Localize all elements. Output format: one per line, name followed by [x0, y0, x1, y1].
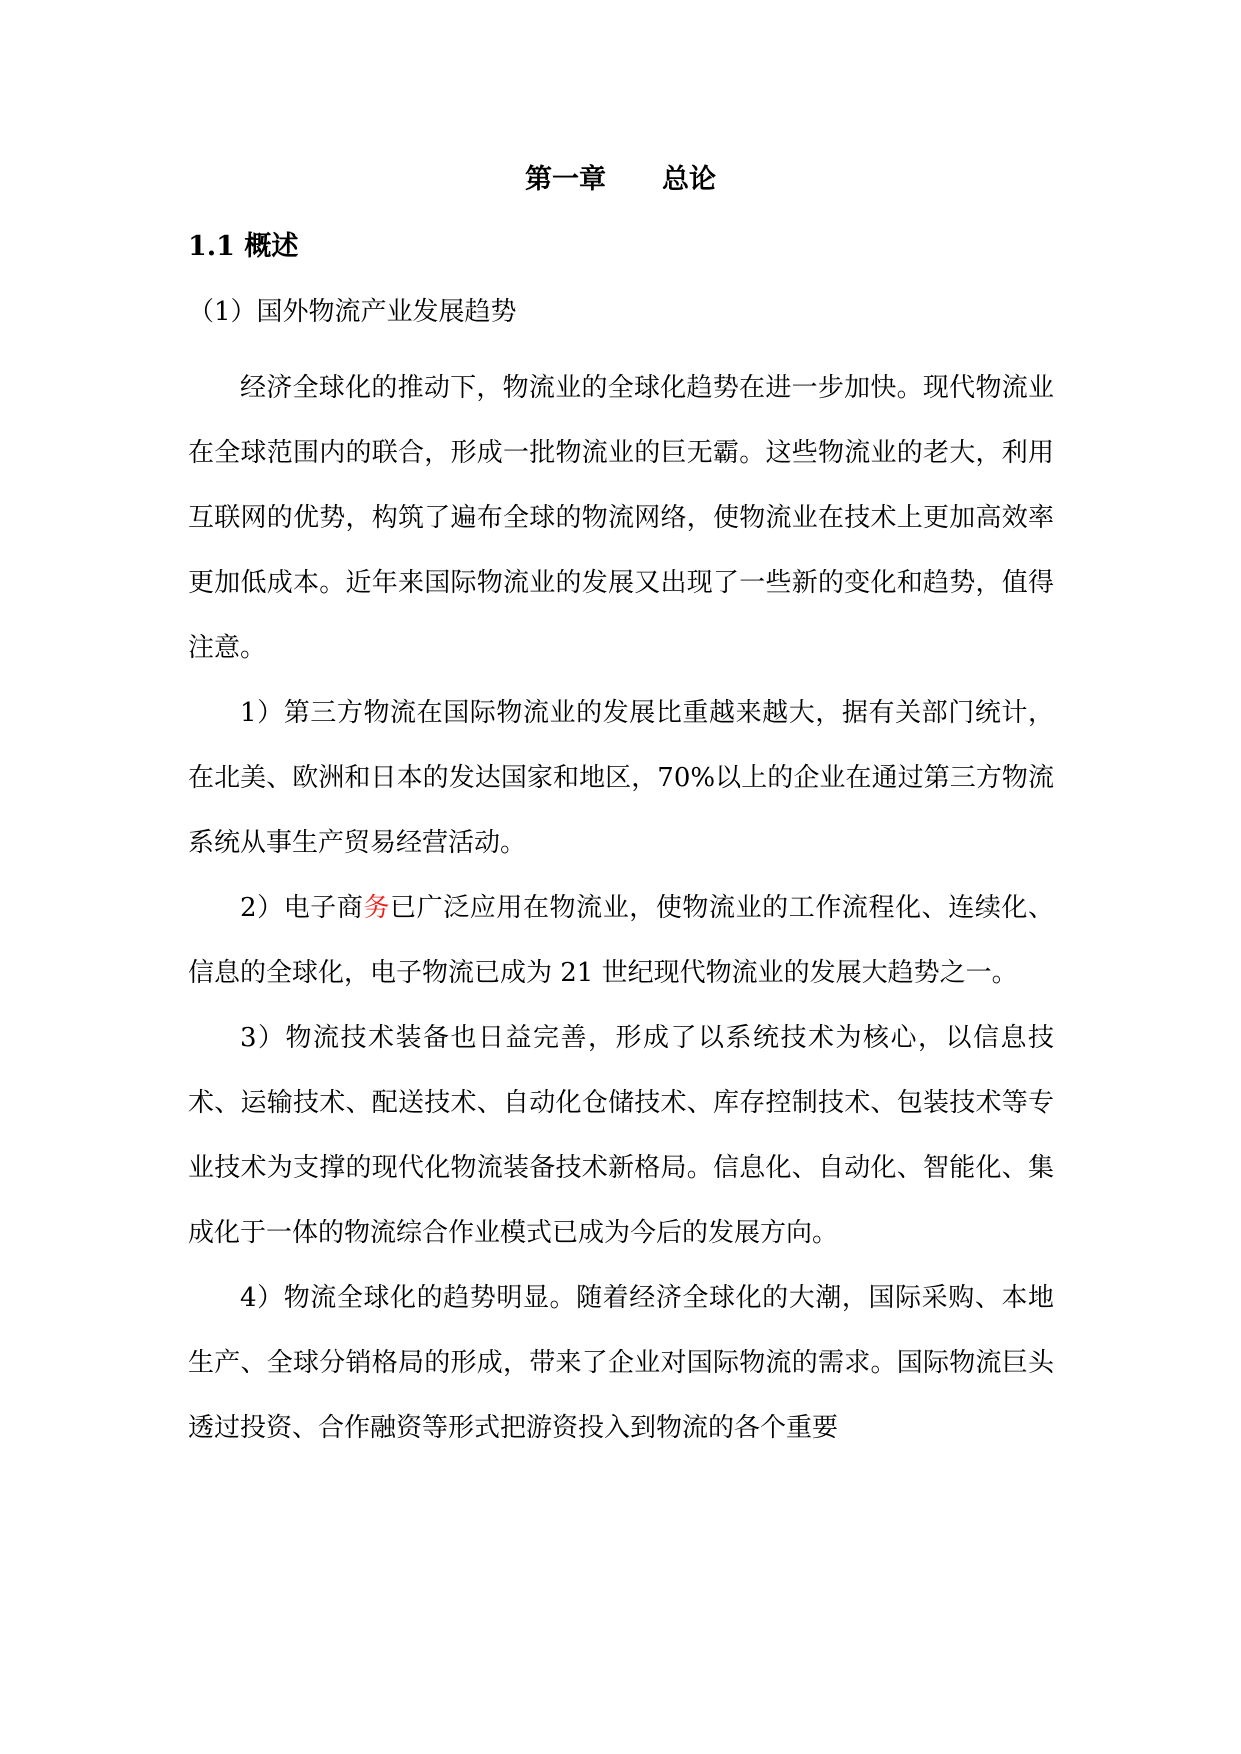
body-text: [188, 356, 1054, 1461]
paragraph-item-2-start: 2）电子商: [240, 893, 364, 923]
paragraph-intro: 经济全球化的推动下，物流业的全球化趋势在进一步加快。现代物流业在全球范围内的联合，形成一批物流业的巨无霸。这些物流业的老大，利用互联网的优势，构筑了遍布全球的物流网络，使物流业在技术上更加高效率更加低成本。近年来国际物流业的发展又出现了一些新的变化和趋势，值得注意。: [188, 373, 1054, 663]
paragraph-item-2-rest: 已广泛应用在物流业，使物流业的工作流程化、连续化、信息的全球化，电子物流已成为 21 世纪现代物流业的发展大趋势之一。: [188, 893, 1054, 988]
highlighted-character: 务: [363, 893, 391, 923]
subsection-heading: （1）国外物流产业发展趋势: [188, 297, 517, 327]
paragraph-item-2: [188, 876, 1054, 1006]
chapter-name: 总论: [662, 164, 716, 195]
paragraph-item-3: 3）物流技术装备也日益完善，形成了以系统技术为核心，以信息技术、运输技术、配送技术、自动化仓储技术、库存控制技术、包装技术等专业技术为支撑的现代化物流装备技术新格局。信息化、自动化、智能化、集成化于一体的物流综合作业模式已成为今后的发展方向。: [188, 1023, 1054, 1248]
paragraph-item-4: 4）物流全球化的趋势明显。随着经济全球化的大潮，国际采购、本地生产、全球分销格局的形成，带来了企业对国际物流的需求。国际物流巨头透过投资、合作融资等形式把游资投入到物流的各个重要: [188, 1283, 1054, 1443]
chapter-title: [0, 160, 1241, 200]
section-heading: 1.1 概述: [188, 231, 299, 262]
paragraph-item-1: 1）第三方物流在国际物流业的发展比重越来越大，据有关部门统计，在北美、欧洲和日本的发达国家和地区，70%以上的企业在通过第三方物流系统从事生产贸易经营活动。: [188, 698, 1054, 858]
chapter-number: 第一章: [525, 164, 606, 195]
